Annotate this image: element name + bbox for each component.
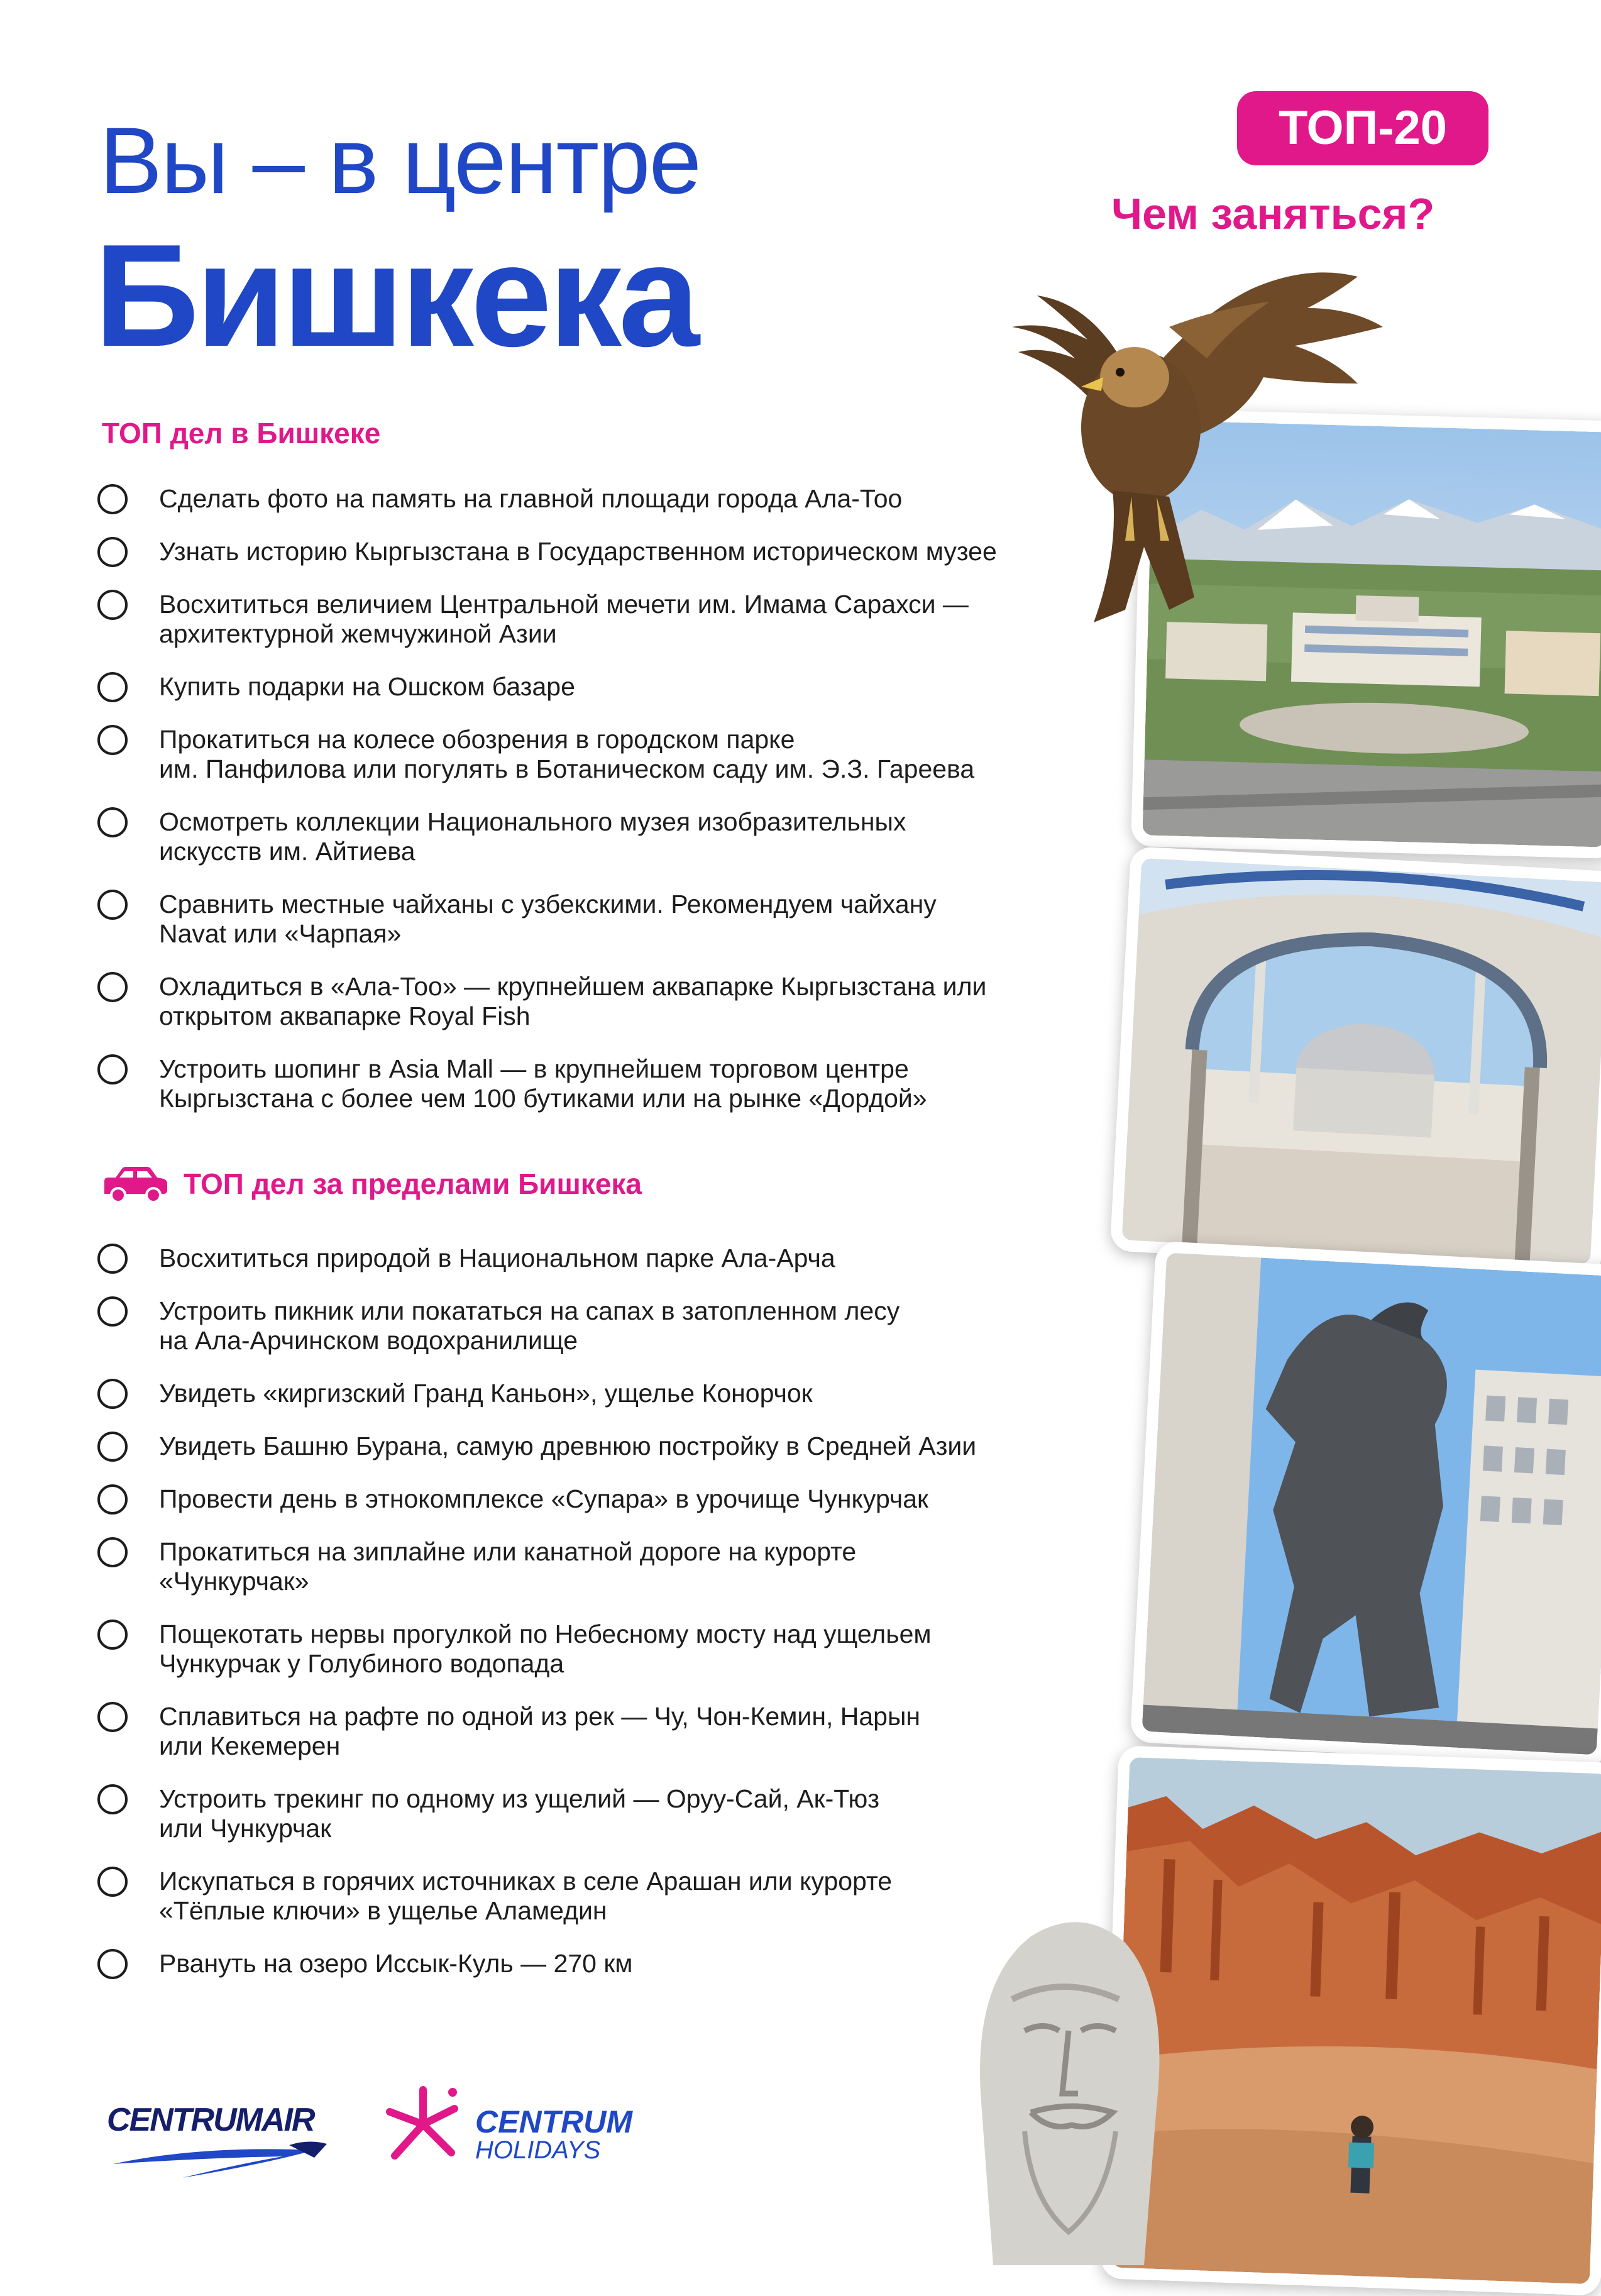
checklist-item-text: Пощекотать нервы прогулкой по Небесному мосту над ущельем (159, 1620, 932, 1648)
checkbox-circle[interactable] (97, 590, 128, 620)
checkbox-circle[interactable] (97, 1484, 128, 1515)
checklist-item-text: архитектурной жемчужиной Азии (159, 619, 557, 648)
checkbox-circle[interactable] (97, 1784, 128, 1814)
balbal-stone-statue (955, 1905, 1182, 2265)
checklist-item-text: «Чункурчак» (159, 1567, 309, 1596)
checklist-item-text: Устроить пикник или покататься на сапах в затопленном лесу (159, 1296, 900, 1325)
checklist-item[interactable] (97, 972, 1097, 1031)
checklist-item[interactable] (97, 1537, 1097, 1596)
checklist-item-text: Рвануть на озеро Иссык-Куль — 270 км (159, 1949, 633, 1978)
checklist-item-text: Искупаться в горячих источниках в селе Арашан или курорте (159, 1867, 893, 1896)
checklist-item-text: Восхититься величием Центральной мечети им. Имама Сарахси — (159, 590, 969, 619)
centrum-air-logo (107, 2101, 333, 2183)
title-line-1: Вы – в центре (99, 108, 701, 213)
checklist-item-text: Узнать историю Кыргызстана в Государственном историческом музее (159, 537, 997, 566)
checklist-item[interactable] (97, 1296, 1097, 1355)
checklist-item[interactable] (97, 1949, 1097, 1979)
top-20-badge: ТОП-20 (1237, 91, 1488, 165)
checklist-item-text: или Кекемерен (159, 1731, 341, 1760)
checkbox-circle[interactable] (97, 1867, 128, 1897)
checklist-item[interactable] (97, 1379, 1097, 1408)
checklist-item-text: Сделать фото на память на главной площади города Ала-Тоо (159, 484, 903, 513)
subtitle: Чем заняться? (1111, 189, 1435, 238)
photo-manas-monument (1130, 1241, 1601, 1767)
centrum-air-wordmark: CENTRUMAIR (107, 2102, 314, 2138)
checkbox-circle[interactable] (97, 1244, 128, 1274)
centrum-holidays-word-2: HOLIDAYS (475, 2136, 601, 2164)
checklist-item-text: Сплавиться на рафте по одной из рек — Чу, Чон-Кемин, Нарын (159, 1702, 921, 1731)
checkbox-circle[interactable] (97, 1949, 128, 1979)
checklist-item-text: Купить подарки на Ошском базаре (159, 672, 575, 701)
checklist-item[interactable] (97, 537, 1097, 566)
checklist-item-text: Охладиться в «Ала-Тоо» — крупнейшем аквапарке Кыргызстана или (159, 972, 987, 1001)
centrum-holidays-star-icon (382, 2084, 464, 2165)
checkbox-circle[interactable] (97, 1054, 128, 1085)
checkbox-circle[interactable] (97, 972, 128, 1002)
car-icon (101, 1165, 170, 1205)
checklist-item-text: на Ала-Арчинском водохранилище (159, 1326, 578, 1355)
checklist-item[interactable] (97, 1620, 1097, 1679)
checklist-item[interactable] (97, 807, 1097, 866)
checkbox-circle[interactable] (97, 1379, 128, 1409)
checklist-item[interactable] (97, 1702, 1097, 1761)
checkbox-circle[interactable] (97, 537, 128, 567)
checklist-item[interactable] (97, 890, 1097, 949)
centrum-air-swoosh-icon (107, 2139, 333, 2183)
city-checklist (97, 484, 1097, 1113)
checklist-item-text: им. Панфилова или погулять в Ботаническом саду им. Э.З. Гареева (159, 754, 975, 783)
checkbox-circle[interactable] (97, 1432, 128, 1462)
checklist-item[interactable] (97, 484, 1097, 514)
checkbox-circle[interactable] (97, 1620, 128, 1650)
checklist-item-text: Восхититься природой в Национальном парке Ала-Арча (159, 1244, 835, 1272)
checklist-item-text: «Тёплые ключи» в ущелье Аламедин (159, 1896, 607, 1925)
checklist-item[interactable] (97, 725, 1097, 784)
checklist-item-text: или Чункурчак (159, 1814, 332, 1843)
outside-checklist (97, 1244, 1097, 1979)
checklist-item-text: искусств им. Айтиева (159, 837, 415, 866)
checklist-item[interactable] (97, 1432, 1097, 1461)
checkbox-circle[interactable] (97, 484, 128, 514)
section-city-title: ТОП дел в Бишкеке (102, 417, 381, 450)
photo-central-mosque (1110, 846, 1601, 1276)
checklist-item-text: Провести день в этнокомплексе «Супара» в урочище Чункурчак (159, 1484, 928, 1513)
checklist-item-text: Кыргызстана с более чем 100 бутиками или на рынке «Дордой» (159, 1084, 927, 1113)
checklist-item[interactable] (97, 1484, 1097, 1514)
checklist-item[interactable] (97, 1244, 1097, 1273)
checkbox-circle[interactable] (97, 1296, 128, 1327)
checklist-item-text: Увидеть Башню Бурана, самую древнюю постройку в Средней Азии (159, 1432, 977, 1460)
checkbox-circle[interactable] (97, 672, 128, 702)
checklist-item-text: Прокатиться на колесе обозрения в городском парке (159, 725, 795, 754)
checklist-item[interactable] (97, 672, 1097, 702)
checklist-item-text: Устроить трекинг по одному из ущелий — Оруу-Сай, Ак-Тюз (159, 1784, 880, 1813)
checklist-item-text: Осмотреть коллекции Национального музея изобразительных (159, 807, 906, 836)
checklist-item[interactable] (97, 1054, 1097, 1113)
checklist-item[interactable] (97, 1784, 1097, 1843)
checklist-item-text: Чункурчак у Голубиного водопада (159, 1649, 564, 1678)
checklist-item-text: Navat или «Чарпая» (159, 919, 402, 948)
checklist-item-text: Устроить шопинг в Asia Mall — в крупнейшем торговом центре (159, 1054, 909, 1083)
checkbox-circle[interactable] (97, 890, 128, 920)
centrum-holidays-word-1: CENTRUM (475, 2104, 632, 2139)
checklist-item-text: открытом аквапарке Royal Fish (159, 1002, 531, 1030)
title-line-2: Бишкека (94, 214, 697, 377)
eagle-illustration (981, 270, 1389, 666)
checklist-item-text: Сравнить местные чайханы с узбекскими. Рекомендуем чайхану (159, 890, 937, 919)
checklist-item[interactable] (97, 590, 1097, 649)
checkbox-circle[interactable] (97, 725, 128, 755)
section-outside-title: ТОП дел за пределами Бишкека (184, 1167, 642, 1200)
checklist-item-text: Прокатиться на зиплайне или канатной дороге на курорте (159, 1537, 857, 1566)
centrum-holidays-logo (382, 2084, 734, 2172)
checklist-item-text: Увидеть «киргизский Гранд Каньон», ущелье Конорчок (159, 1379, 813, 1408)
checkbox-circle[interactable] (97, 807, 128, 837)
checkbox-circle[interactable] (97, 1702, 128, 1732)
checkbox-circle[interactable] (97, 1537, 128, 1567)
checklist-item[interactable] (97, 1867, 1097, 1926)
